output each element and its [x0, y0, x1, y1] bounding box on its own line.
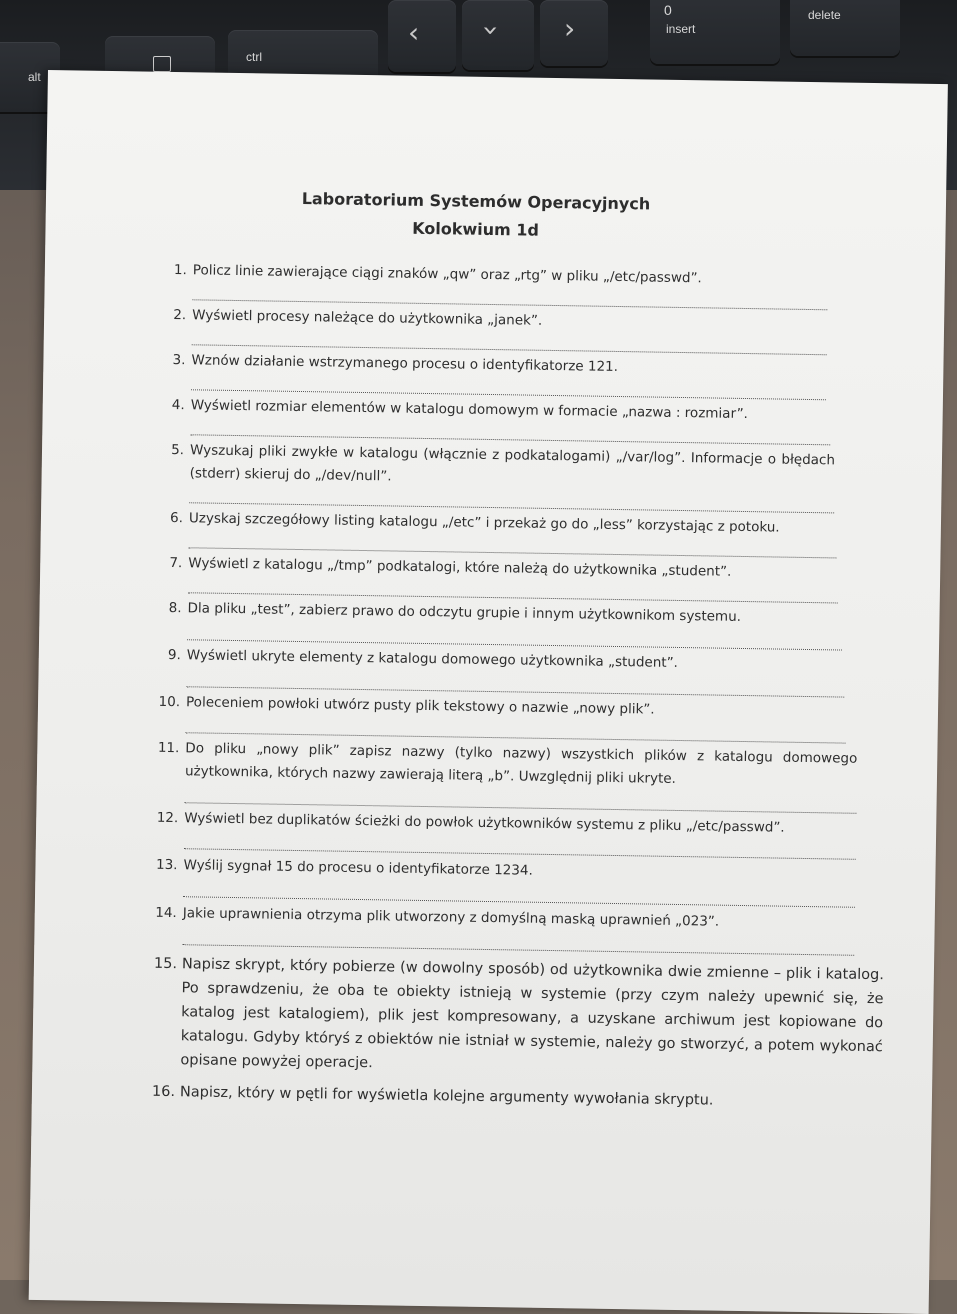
question-5: 5. Wyszukaj pliki zwykłe w katalogu (włącznie z podkatalogami) „/var/log”. Informacje o błędach (stderr) skieruj do „/dev/null”.: [171, 441, 836, 485]
question-12: 12. Wyświetl bez duplikatów ścieżki do powłok użytkowników systemu z pliku „/etc/passwd”.: [156, 809, 785, 836]
question-15: 15. Napisz skrypt, który pobierze (w dowolny sposób) od użytkownika dwie zmienne – plik i katalog. Po sprawdzeniu, że oba te obiekty istnieją w systemie (przy czym należy upewnić się, że katalog jest katalogiem), plik jest kompresowany, a uzyskane archiwum jest kopiowane do katalogu. Gdyby któryś z obiektów nie istniał w systemie, należy go stworzyć, a potem wykonać opisane powyżej operacje.: [153, 955, 885, 1072]
question-14: 14. Jakie uprawnienia otrzyma plik utworzony z domyślną maską uprawnień „023”.: [155, 904, 720, 930]
question-6: 6. Uzyskaj szczegółowy listing katalogu „/etc” i przekaż go do „less” korzystając z potoku.: [169, 509, 780, 536]
left-arrow-key: [388, 0, 456, 72]
question-9: 9. Wyświetl ukryte elementy z katalogu domowego użytkownika „student”.: [167, 646, 679, 671]
document-subtitle: Kolokwium 1d: [412, 218, 540, 240]
question-11: 11. Do pliku „nowy plik” zapisz nazwy (tylko nazwy) wszystkich plików z katalogu domowego użytkownika, których nazwy zawierają literą „b”. Uwzględnij pliki ukryte.: [157, 739, 858, 787]
right-arrow-icon: ›: [564, 12, 576, 45]
exam-sheet: [29, 70, 948, 1314]
question-10: 10. Poleceniem powłoki utwórz pusty plik tekstowy o nazwie „nowy plik”.: [158, 693, 655, 718]
insert-key-label: insert: [666, 22, 696, 36]
question-8: 8. Dla pliku „test”, zabierz prawo do odczytu grupie i innym użytkownikom systemu.: [168, 599, 742, 625]
menu-icon: [153, 56, 171, 72]
delete-key: [790, 0, 900, 56]
question-7: 7. Wyświetl z katalogu „/tmp” podkatalogi, które należą do użytkownika „student”.: [169, 554, 732, 580]
down-arrow-key: [462, 0, 534, 70]
insert-key-zero: 0: [664, 2, 672, 18]
question-16: 16. Napisz, który w pętli for wyświetla kolejne argumenty wywołania skryptu.: [151, 1083, 714, 1109]
question-4: 4. Wyświetl rozmiar elementów w katalogu domowym w formacie „nazwa : rozmiar”.: [171, 396, 749, 423]
question-1: 1. Policz linie zawierające ciągi znaków „qw” oraz „rtg” w pliku „/etc/passwd”.: [173, 262, 702, 287]
question-13: 13. Wyślij sygnał 15 do procesu o identyfikatorze 1234.: [155, 856, 533, 879]
question-2: 2. Wyświetl procesy należące do użytkownika „janek”.: [173, 306, 543, 329]
right-arrow-key: [540, 0, 608, 66]
alt-key-label: alt: [28, 70, 41, 84]
ctrl-key-label: ctrl: [246, 50, 262, 64]
document-title: Laboratorium Systemów Operacyjnych: [301, 189, 651, 214]
down-arrow-icon: ›: [475, 24, 509, 37]
insert-key: [650, 0, 780, 64]
question-3: 3. Wznów działanie wstrzymanego procesu o identyfikatorze 121.: [172, 351, 619, 375]
left-arrow-icon: ‹: [408, 16, 420, 49]
delete-key-label: delete: [808, 8, 841, 22]
